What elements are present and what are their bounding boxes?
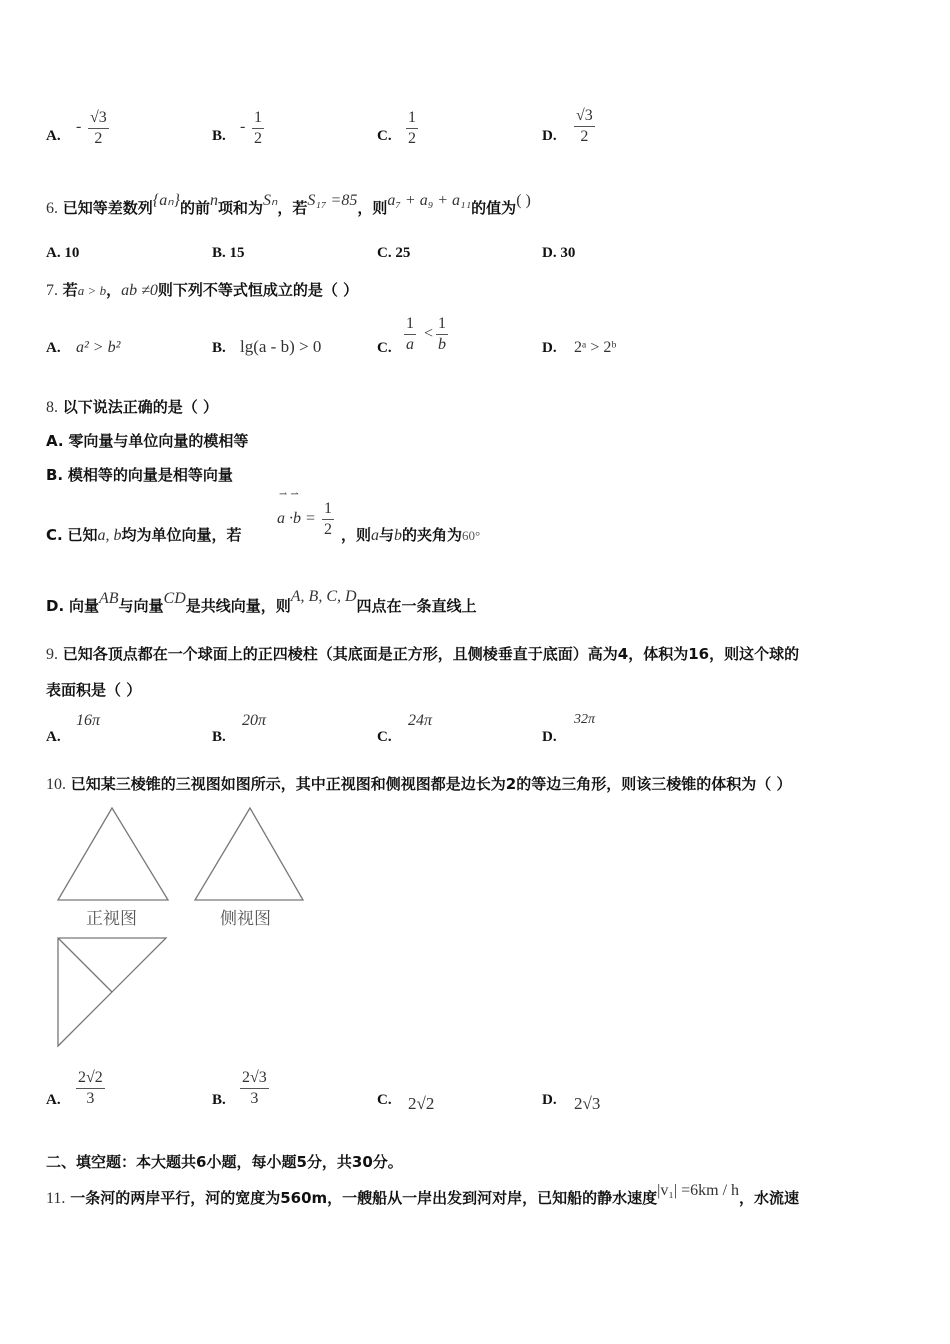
question-9-stem-line1: 9. 已知各顶点都在一个球面上的正四棱柱（其底面是正方形，且侧棱垂直于底面）高为4，体积为16，则这个球的 <box>46 645 800 663</box>
q8-option-c: C. 已知a, b均为单位向量，若 <box>46 526 242 544</box>
q8-option-b: B. 模相等的向量是相等向量 <box>46 466 233 484</box>
question-7-stem: 7. 若a > b，ab ≠0则下列不等式恒成立的是（ ） <box>46 281 359 299</box>
option-c: C. 25 <box>377 245 411 261</box>
fraction: $\frac{√3}{2}$ <box>90 109 107 147</box>
option-label: D. <box>542 1092 557 1108</box>
option-label: A. <box>46 1092 61 1108</box>
option-label: A. <box>46 128 61 144</box>
option-b: B. 15 <box>212 245 245 261</box>
fraction: $\frac{2√2}{3}$ <box>78 1069 103 1107</box>
option-label: B. <box>212 729 226 745</box>
less-than: < <box>424 325 434 342</box>
option-a-value: 16π <box>76 712 101 729</box>
section-2-heading: 二、填空题：本大题共6小题，每小题5分，共30分。 <box>46 1153 403 1171</box>
minus-sign: - <box>240 118 246 135</box>
side-view-triangle <box>195 808 303 900</box>
option-label: C. <box>377 128 392 144</box>
side-view-label: 侧视图 <box>220 909 271 929</box>
option-label: B. <box>212 128 226 144</box>
option-label: A. <box>46 729 61 745</box>
q8-option-a: A. 零向量与单位向量的模相等 <box>46 432 249 450</box>
option-c-value: 2√2 <box>408 1094 435 1113</box>
q8-option-d: D. 向量AB与向量CD是共线向量，则A, B, C, D四点在一条直线上 <box>46 588 477 615</box>
option-b-expr: lg(a - b) > 0 <box>240 337 322 356</box>
option-label: B. <box>212 340 226 356</box>
question-10-stem: 10. 已知某三棱锥的三视图如图所示，其中正视图和侧视图都是边长为2的等边三角形，则该三棱锥的体积为（ ） <box>46 775 792 793</box>
top-view-inner-line-1 <box>58 938 112 992</box>
minus-sign: - <box>76 118 82 135</box>
fraction-rhs: $\frac{1}{b}$ <box>438 315 446 353</box>
option-label: B. <box>212 1092 226 1108</box>
fraction: $\frac{√3}{2}$ <box>576 107 593 145</box>
fraction: $\frac{1}{2}$ <box>254 109 262 147</box>
option-b-value: 20π <box>242 712 267 729</box>
option-d-expr: 2ᵃ > 2ᵇ <box>574 339 617 356</box>
front-view-label: 正视图 <box>86 909 137 929</box>
option-d-value: 2√3 <box>574 1094 601 1113</box>
fraction-lhs: $\frac{1}{a}$ <box>406 315 414 353</box>
option-c-value: 24π <box>408 712 433 729</box>
option-label: D. <box>542 340 557 356</box>
fraction: $\frac{1}{2}$ <box>324 500 332 538</box>
question-6-stem: 6. 已知等差数列{aₙ}的前n项和为Sₙ，若S₁₇ =85，则a₇ + a₉ + a₁₁的值为( ) <box>46 192 531 217</box>
option-label: D. <box>542 729 557 745</box>
three-view-diagram <box>50 800 320 1055</box>
option-a: A. 10 <box>46 245 80 261</box>
option-label: C. <box>377 729 392 745</box>
option-label: A. <box>46 340 61 356</box>
option-d-value: 32π <box>574 712 596 727</box>
option-d: D. 30 <box>542 245 576 261</box>
vector-arrows: ⇀ ⇀ <box>279 489 299 500</box>
option-label: C. <box>377 340 392 356</box>
question-8-stem: 8. 以下说法正确的是（ ） <box>46 398 219 416</box>
question-11-stem: 11. 一条河的两岸平行，河的宽度为560m，一艘船从一岸出发到河对岸，已知船的静水速度|v₁| =6km / h，水流速 <box>46 1182 800 1207</box>
option-a-expr: a² > b² <box>76 339 121 356</box>
front-view-triangle <box>58 808 168 900</box>
fraction: $\frac{2√3}{3}$ <box>242 1069 267 1107</box>
q8-option-c-tail: ，则a与b的夹角为60° <box>341 526 481 544</box>
question-9-stem-line2: 表面积是（ ） <box>46 681 142 699</box>
option-label: C. <box>377 1092 392 1108</box>
fraction: $\frac{1}{2}$ <box>408 109 416 147</box>
option-label: D. <box>542 128 557 144</box>
dot-product: a ·b = <box>277 510 316 527</box>
